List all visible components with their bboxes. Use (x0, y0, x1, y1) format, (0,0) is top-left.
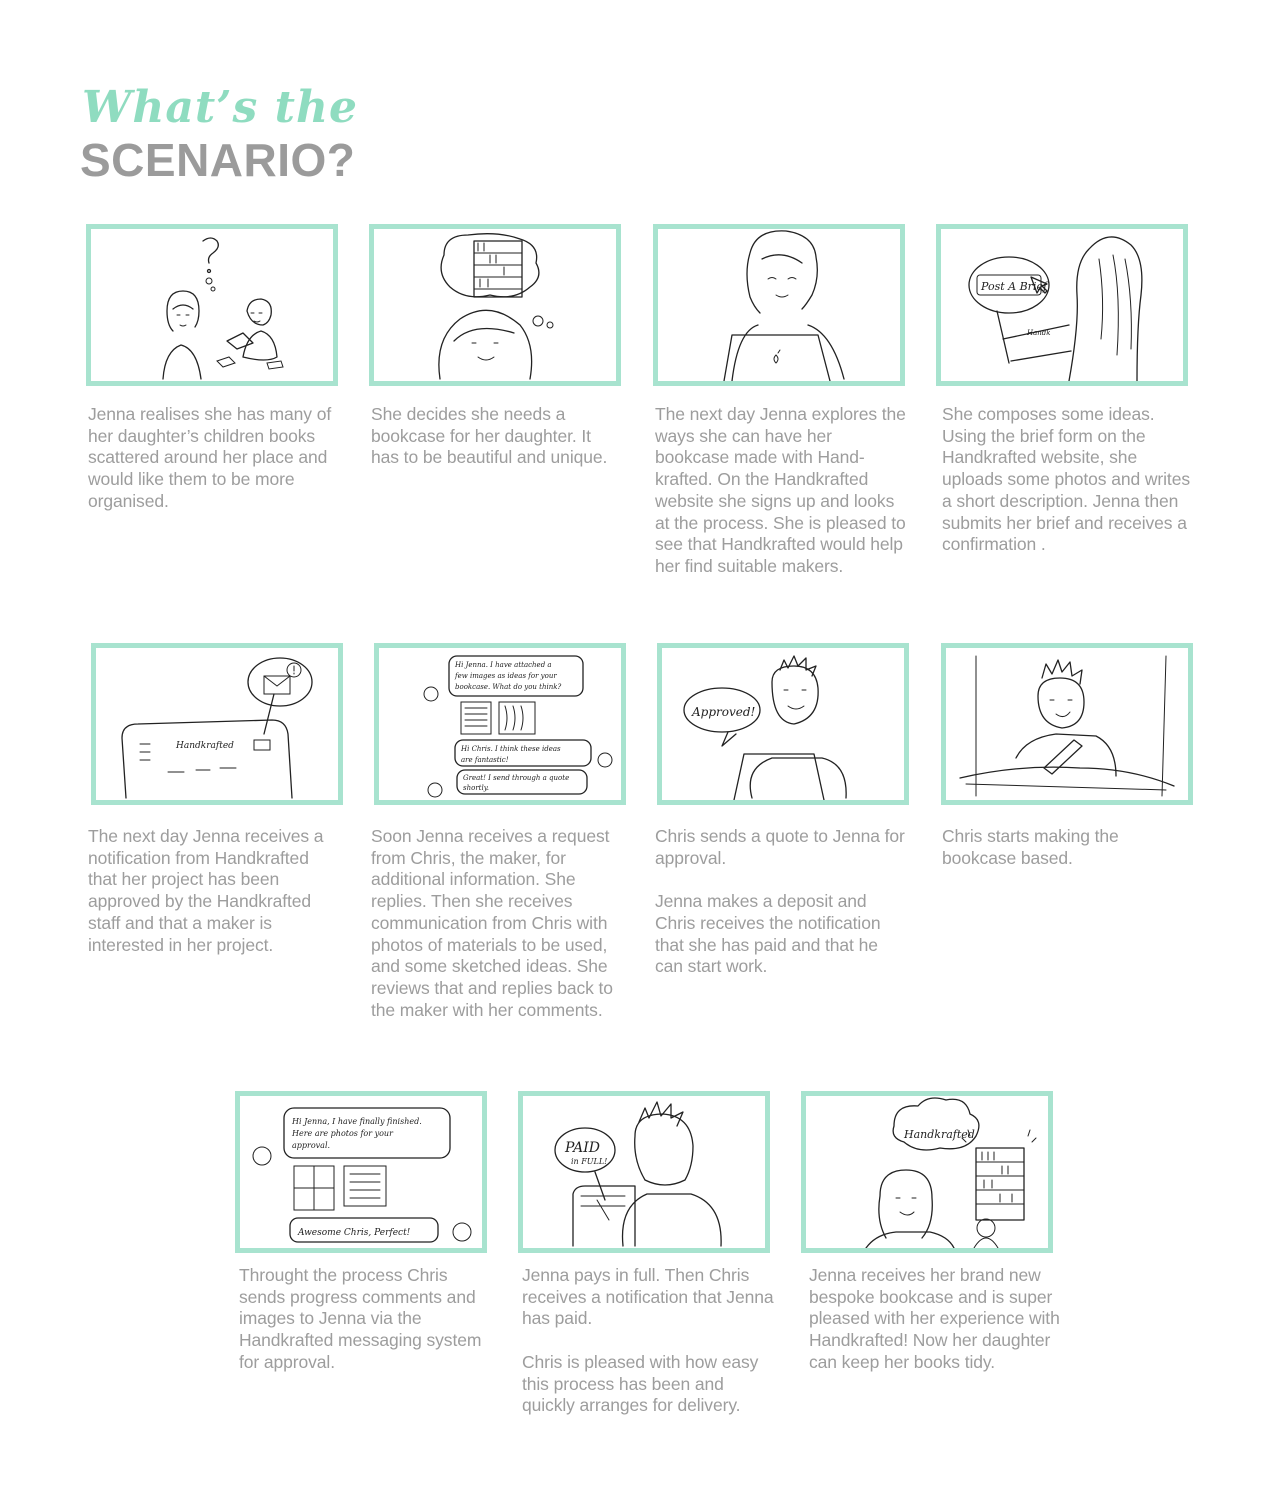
sketch-jenna-laptop (658, 229, 900, 381)
sketch-paid-in-full (523, 1096, 765, 1248)
storyboard-panel-11 (801, 1091, 1053, 1253)
handkrafted-cloud-text: Handkrafted (904, 1128, 975, 1141)
sketch-message-exchange (379, 648, 621, 800)
panel-10-caption: Jenna pays in full. Then Chris receives a notification that Jenna has paid. Chris is pleased with how easy this process has been and quickly arranges for delivery. (522, 1265, 774, 1416)
storyboard-panel-4 (936, 224, 1188, 386)
panel-7-caption: Chris sends a quote to Jenna for approval. Jenna makes a deposit and Chris receives the notification that she has paid and that he can start work. (655, 826, 905, 977)
svg-text:Here are photos for your: Here are photos for your (292, 1129, 393, 1138)
panel-3-caption: The next day Jenna explores the ways she can have her bookcase made with Hand-krafted. On the Handkrafted website she signs up and looks at the process. She is pleased to see that Handkrafted would help her find suitable makers. (655, 404, 906, 576)
storyboard-panel-8 (941, 643, 1193, 805)
storyboard-panel-2 (369, 224, 621, 386)
sketch-mother-and-daughter (91, 229, 333, 381)
storyboard-panel-6 (374, 643, 626, 805)
panel-6-caption: Soon Jenna receives a request from Chris, the maker, for additional information. She replies. Then she receives communication from Chris with photos of materials to be used, and some sketched ideas. She reviews that and replies back to the maker with her comments. (371, 826, 613, 1020)
sketch-chris-making (946, 648, 1188, 800)
svg-text:are fantastic!: are fantastic! (461, 756, 509, 764)
approved-sketch-text: Approved! (692, 705, 756, 719)
svg-text:shortly.: shortly. (463, 784, 489, 792)
sketch-post-a-brief (941, 229, 1183, 381)
svg-text:Awesome Chris, Perfect!: Awesome Chris, Perfect! (298, 1228, 411, 1238)
storyboard-panel-10 (518, 1091, 770, 1253)
sketch-approved (662, 648, 904, 800)
panel-1-caption: Jenna realises she has many of her daughter’s children books scattered around her place and would like them to be more organised. (88, 404, 332, 511)
panel-5-caption: The next day Jenna receives a notification from Handkrafted that her project has been approved by the Handkrafted staff and that a maker is interested in her project. (88, 826, 324, 955)
panel-8-caption: Chris starts making the bookcase based. (942, 826, 1119, 868)
in-full-sketch-text: in FULL! (571, 1157, 608, 1166)
post-a-brief-sketch-text: Post A Brief (981, 280, 1048, 293)
svg-text:Hi Jenna, I have finally finis: Hi Jenna, I have finally finished. (292, 1117, 422, 1126)
paid-sketch-text: PAID (565, 1140, 600, 1156)
sketch-notification (96, 648, 338, 800)
panel-4-caption: She composes some ideas. Using the brief form on the Handkrafted website, she uploads some photos and writes a short description. Jenna then submits her brief and receives a confirmation . (942, 404, 1190, 555)
panel-11-caption: Jenna receives her brand new bespoke bookcase and is super pleased with her experience with Handkrafted! Now her daughter can keep her books tidy. (809, 1265, 1060, 1372)
title-line-2: SCENARIO? (80, 134, 356, 186)
sketch-bookcase-thought (374, 229, 616, 381)
svg-text:bookcase. What do you think?: bookcase. What do you think? (455, 683, 562, 691)
svg-text:Great! I send through a quote: Great! I send through a quote (463, 774, 570, 782)
panel-2-caption: She decides she needs a bookcase for her daughter. It has to be beautiful and unique. (371, 404, 608, 468)
svg-text:Handk: Handk (1027, 329, 1051, 337)
title-line-1: What’s the (82, 82, 358, 133)
storyboard-panel-9 (235, 1091, 487, 1253)
sketch-happy-ending (806, 1096, 1048, 1248)
panel-9-caption: Throught the process Chris sends progress comments and images to Jenna via the Handkrafted messaging system for approval. (239, 1265, 482, 1372)
storyboard-panel-7 (657, 643, 909, 805)
svg-text:approval.: approval. (292, 1141, 331, 1150)
storyboard-panel-5 (91, 643, 343, 805)
sketch-progress-message (240, 1096, 482, 1248)
storyboard-panel-1 (86, 224, 338, 386)
svg-text:few images as ideas for your: few images as ideas for your (455, 672, 557, 680)
svg-text:Hi Jenna. I have attached a: Hi Jenna. I have attached a (455, 661, 552, 669)
svg-text:Hi Chris. I think these ideas: Hi Chris. I think these ideas (461, 745, 561, 753)
handkrafted-sketch-text: Handkrafted (176, 741, 234, 751)
storyboard-panel-3 (653, 224, 905, 386)
